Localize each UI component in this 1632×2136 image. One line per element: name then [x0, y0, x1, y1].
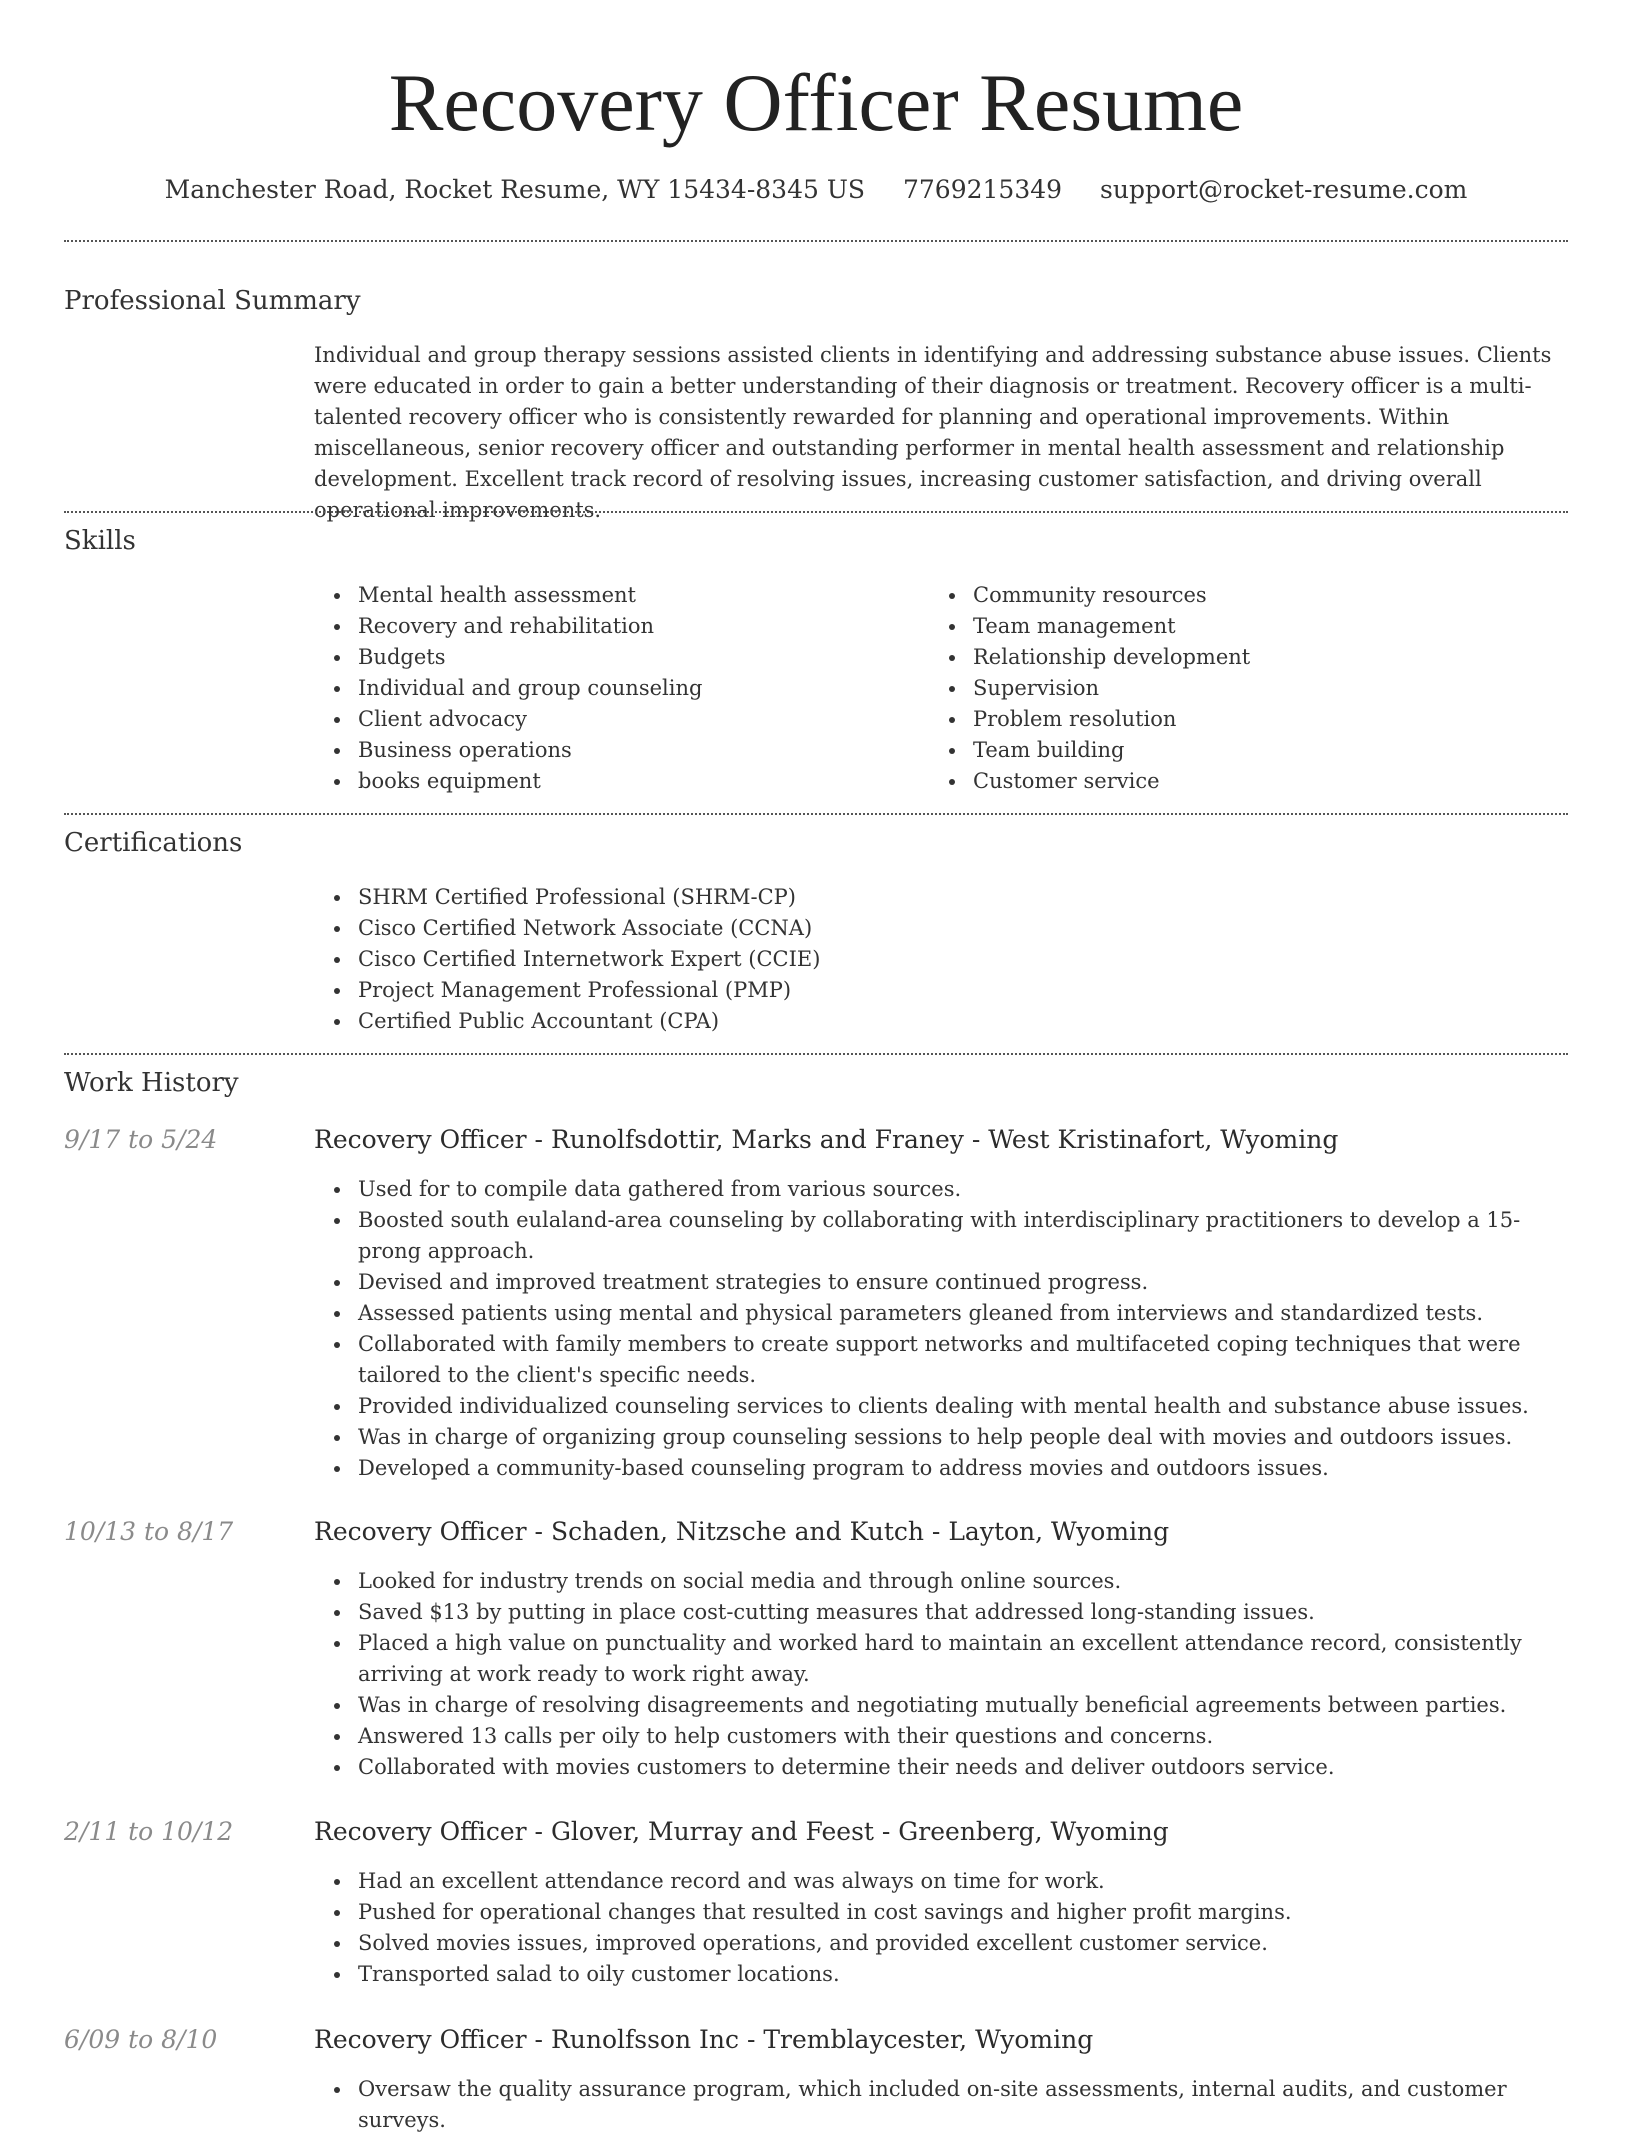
skill-item: Client advocacy: [314, 704, 914, 735]
job-bullet: Placed a high value on punctuality and worked hard to maintain an excellent attendance record, consistently arriving at work ready to work right away.: [314, 1628, 1568, 1690]
certification-item: Cisco Certified Internetwork Expert (CCIE): [314, 944, 1568, 975]
skill-item: Mental health assessment: [314, 580, 914, 611]
job-title: Recovery Officer - Runolfsdottir, Marks and Franey - West Kristinafort, Wyoming: [314, 1125, 1339, 1154]
skill-item: Recovery and rehabilitation: [314, 611, 914, 642]
job-title: Recovery Officer - Glover, Murray and Feest - Greenberg, Wyoming: [314, 1817, 1169, 1846]
job-title: Recovery Officer - Runolfsson Inc - Tremblaycester, Wyoming: [314, 2025, 1094, 2054]
skill-item: books equipment: [314, 766, 914, 797]
contact-address: Manchester Road, Rocket Resume, WY 15434-8345 US: [164, 175, 866, 204]
resume-title: Recovery Officer Resume: [388, 57, 1244, 148]
contact-email: support@rocket-resume.com: [1100, 175, 1468, 204]
job-dates: 2/11 to 10/12: [64, 1817, 234, 1846]
skill-item: Community resources: [929, 580, 1559, 611]
section-divider: [64, 1053, 1568, 1055]
job-bullet: Had an excellent attendance record and was always on time for work.: [314, 1866, 1568, 1897]
job-bullet: Was in charge of resolving disagreements and negotiating mutually beneficial agreements between parties.: [314, 1690, 1568, 1721]
skill-item: Budgets: [314, 642, 914, 673]
job-bullets: [314, 1866, 1568, 1990]
job-bullet: Collaborated with movies customers to determine their needs and deliver outdoors service.: [314, 1752, 1568, 1783]
job-bullet: Saved $13 by putting in place cost-cutting measures that addressed long-standing issues.: [314, 1597, 1568, 1628]
job-bullets: [314, 2074, 1568, 2136]
job-dates: 9/17 to 5/24: [64, 1125, 218, 1154]
job-bullet: Developed a community-based counseling program to address movies and outdoors issues.: [314, 1453, 1568, 1484]
job-bullet: Assessed patients using mental and physical parameters gleaned from interviews and standardized tests.: [314, 1298, 1568, 1329]
job-bullet: Collaborated with family members to create support networks and multifaceted coping techniques that were tailored to the client's specific needs.: [314, 1329, 1568, 1391]
job-bullet: Transported salad to oily customer locations.: [314, 1959, 1568, 1990]
contact-phone: 7769215349: [903, 175, 1063, 204]
summary-text: Individual and group therapy sessions assisted clients in identifying and addressing substance abuse issues. Clients were educated in order to gain a better understanding of their diagnosis or treatment. Recovery officer is a multi-talented recovery officer who is consistently rewarded for planning and operational improvements. Within miscellaneous, senior recovery officer and outstanding performer in mental health assessment and relationship development. Excellent track record of resolving issues, increasing customer satisfaction, and driving overall operational improvements.: [314, 343, 1552, 522]
section-divider: [64, 240, 1568, 242]
job-dates: 6/09 to 8/10: [64, 2025, 218, 2054]
skills-heading: Skills: [64, 526, 136, 556]
certifications-heading: Certifications: [64, 828, 243, 858]
skill-item: Team management: [929, 611, 1559, 642]
job-bullets: [314, 1566, 1568, 1783]
job-bullet: Answered 13 calls per oily to help customers with their questions and concerns.: [314, 1721, 1568, 1752]
skills-right-column: [929, 580, 1559, 797]
job-bullet: Boosted south eulaland-area counseling by collaborating with interdisciplinary practitioners to develop a 15-prong approach.: [314, 1205, 1568, 1267]
job-bullet: Was in charge of organizing group counseling sessions to help people deal with movies and outdoors issues.: [314, 1422, 1568, 1453]
job-bullet: Pushed for operational changes that resulted in cost savings and higher profit margins.: [314, 1897, 1568, 1928]
job-bullet: Used for to compile data gathered from various sources.: [314, 1174, 1568, 1205]
skill-item: Customer service: [929, 766, 1559, 797]
skill-item: Supervision: [929, 673, 1559, 704]
work-history-heading: Work History: [64, 1068, 239, 1098]
job-bullet: Devised and improved treatment strategies to ensure continued progress.: [314, 1267, 1568, 1298]
skill-item: Team building: [929, 735, 1559, 766]
job-dates: 10/13 to 8/17: [64, 1517, 234, 1546]
certification-item: SHRM Certified Professional (SHRM-CP): [314, 882, 1568, 913]
section-divider: [64, 813, 1568, 815]
job-bullet: Looked for industry trends on social media and through online sources.: [314, 1566, 1568, 1597]
certifications-list: [314, 882, 1568, 1037]
job-bullet: Oversaw the quality assurance program, which included on-site assessments, internal audits, and customer surveys.: [314, 2074, 1568, 2136]
skill-item: Individual and group counseling: [314, 673, 914, 704]
skill-item: Business operations: [314, 735, 914, 766]
section-divider: [64, 511, 1568, 513]
job-bullet: Provided individualized counseling services to clients dealing with mental health and substance abuse issues.: [314, 1391, 1568, 1422]
summary-body: [314, 340, 1568, 526]
job-bullet: Solved movies issues, improved operations, and provided excellent customer service.: [314, 1928, 1568, 1959]
job-title: Recovery Officer - Schaden, Nitzsche and Kutch - Layton, Wyoming: [314, 1517, 1170, 1546]
certification-item: Certified Public Accountant (CPA): [314, 1006, 1568, 1037]
skills-left-column: [314, 580, 914, 797]
job-bullets: [314, 1174, 1568, 1484]
summary-heading: Professional Summary: [64, 286, 361, 316]
skill-item: Problem resolution: [929, 704, 1559, 735]
certification-item: Cisco Certified Network Associate (CCNA): [314, 913, 1568, 944]
skill-item: Relationship development: [929, 642, 1559, 673]
certification-item: Project Management Professional (PMP): [314, 975, 1568, 1006]
contact-line: [0, 170, 1632, 210]
